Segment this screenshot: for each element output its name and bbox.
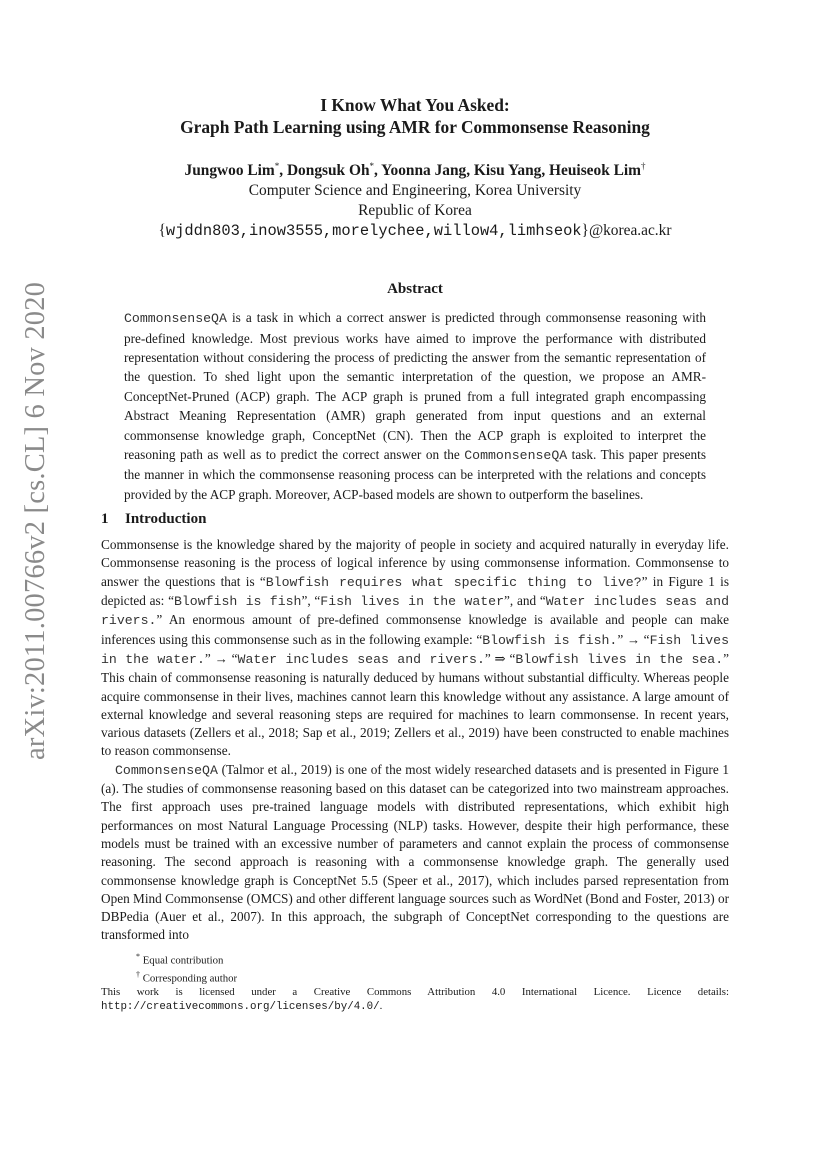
title-line-1: I Know What You Asked: <box>320 95 510 115</box>
intro-paragraph-2: CommonsenseQA (Talmor et al., 2019) is one of the most widely researched datasets and is presented in Figure 1 (a). The studies of commonsense reasoning based on this dataset can be categorized into two mainstream approaches. The first approach uses pre-trained language models with distributed representations, which exhibit high performances on most Natural Language Processing (NLP) tasks. However, despite their high performance, these models must be trained with an excessive number of parameters and cannot explain the process of commonsense reasoning. The second approach is reasoning with a commonsense knowledge graph. The generally used commonsense knowledge graph is ConceptNet 5.5 (Speer et al., 2017), which includes parsed representation from Open Mind Commonsense (OMCS) and other different language sources such as WordNet (Bond and Foster, 2013) or DBPedia (Auer et al., 2007). In this approach, the subgraph of ConceptNet corresponding to the questions are transformed into <box>101 761 729 943</box>
author-emails: {wjddn803,inow3555,morelychee,willow4,limhseok}@korea.ac.kr <box>158 222 672 241</box>
footnote-equal-contribution: * Equal contribution <box>136 951 224 967</box>
title-line-2: Graph Path Learning using AMR for Commonsense Reasoning <box>180 117 650 137</box>
affiliation: Computer Science and Engineering, Korea University <box>248 182 582 200</box>
footnote-corresponding-author: † Corresponding author <box>136 969 238 985</box>
abstract-heading: Abstract <box>387 281 443 298</box>
arxiv-stamp: arXiv:2011.00766v2 [cs.CL] 6 Nov 2020 <box>20 281 51 760</box>
country: Republic of Korea <box>358 202 472 220</box>
license-link[interactable]: http://creativecommons.org/licenses/by/4.0/ <box>101 1000 380 1013</box>
paper-title <box>101 94 729 138</box>
introduction-body <box>101 536 729 945</box>
author-names: Jungwoo Lim*, Dongsuk Oh*, Yoonna Jang, Kisu Yang, Heuiseok Lim† <box>184 161 646 180</box>
abstract-text: CommonsenseQA is a task in which a correct answer is predicted through commonsense reasoning with pre-defined knowledge. Most previous works have aimed to improve the performance with distributed representation without considering the process of predicting the answer from the semantic representation of the question. To shed light upon the semantic interpretation of the question, we propose an AMR-ConceptNet-Pruned (ACP) graph. The ACP graph is pruned from a full integrated graph encompassing Abstract Meaning Representation (AMR) graph generated from input questions and an external commonsense knowledge graph, ConceptNet (CN). Then the ACP graph is exploited to interpret the reasoning path as well as to predict the correct answer on the CommonsenseQA task. This paper presents the manner in which the commonsense reasoning process can be interpreted with the relations and concepts provided by the ACP graph. Moreover, ACP-based models are shown to outperform the baselines. <box>124 310 706 502</box>
footnotes <box>101 950 729 1015</box>
section-heading-introduction: 1 Introduction <box>101 511 207 528</box>
author-block <box>101 156 729 241</box>
paper-page <box>101 94 729 1014</box>
license-notice: This work is licensed under a Creative Commons Attribution 4.0 International Licence. Licence details: http://creativecommons.org/licenses/by/4.0/. <box>101 986 729 1013</box>
intro-paragraph-1: Commonsense is the knowledge shared by the majority of people in society and acquired naturally in everyday life. Commonsense reasoning is the process of logical inference by using commonsense information. Commonsense to answer the questions that is “Blowfish requires what specific thing to live?” in Figure 1 is depicted as: “Blowfish is fish”, “Fish lives in the water”, and “Water includes seas and rivers.” An enormous amount of pre-defined commonsense knowledge is available and people can make inferences using this commonsense such as in the following example: “Blowfish is fish.” → “Fish lives in the water.” → “Water includes seas and rivers.” ⇒ “Blowfish lives in the sea.” This chain of commonsense reasoning is naturally deduced by humans without substantial difficulty. Whereas people acquire commonsense in their lives, machines cannot learn this knowledge without any assistance. A large amount of external knowledge and several reasoning steps are required for machines to learn commonsense. In recent years, various datasets (Zellers et al., 2018; Sap et al., 2019; Zellers et al., 2019) have been constructed to enable machines to reason commonsense. <box>101 537 730 759</box>
